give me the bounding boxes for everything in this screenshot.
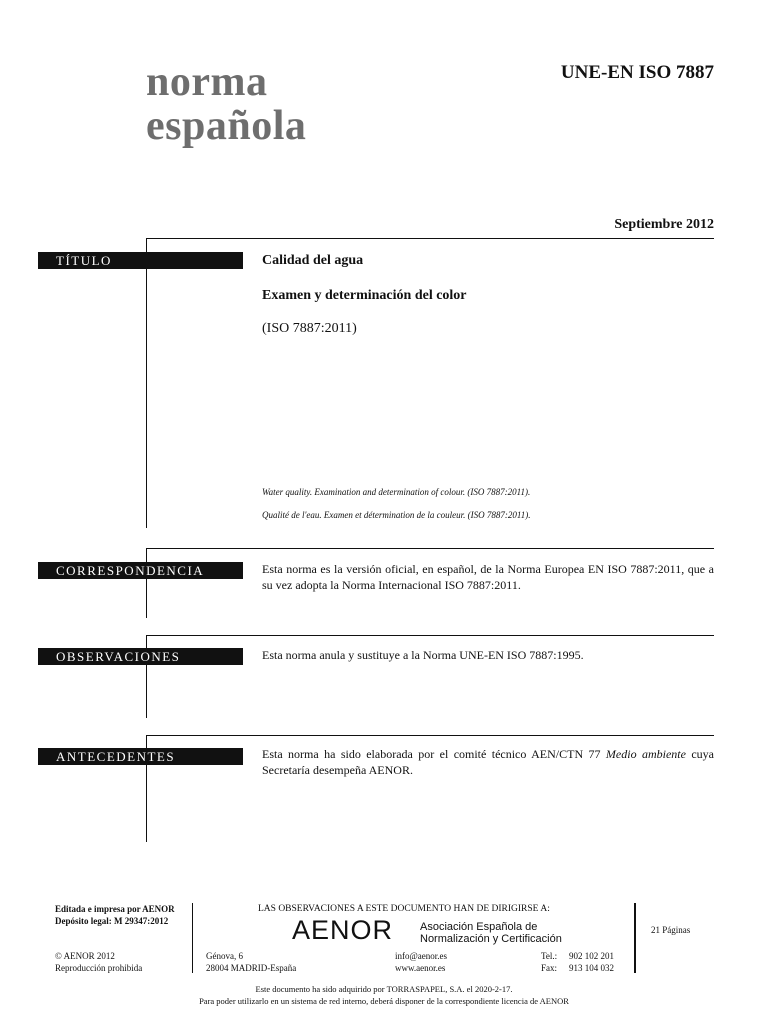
aenor-assoc-line-2: Normalización y Certificación <box>420 933 562 945</box>
footer-acquisition-note: Este documento ha sido adquirido por TORRASPAPEL, S.A. el 2020-2-17. <box>255 984 513 994</box>
footer-edited: Editada e impresa por AENOR <box>55 904 175 914</box>
footer <box>0 895 768 1024</box>
footer-reproduction: Reproducción prohibida <box>55 963 143 973</box>
footer-fax: 913 104 032 <box>569 963 614 973</box>
footer-tel-label: Tel.: <box>541 951 558 961</box>
title-section-vrule <box>146 238 147 528</box>
title-section-rule <box>146 238 714 239</box>
correspondencia-text: Esta norma es la versión oficial, en español, de la Norma Europea EN ISO 7887:2011, que a su vez adopta la Norma Internacional ISO 7887:2011. <box>262 562 714 592</box>
footer-email: info@aenor.es <box>395 951 448 961</box>
footer-license-note: Para poder utilizarlo en un sistema de red interno, deberá disponer de la correspondiente licencia de AENOR <box>199 996 569 1006</box>
footer-fax-label: Fax: <box>541 963 558 973</box>
footer-tel: 902 102 201 <box>569 951 614 961</box>
title-sub: Examen y determinación del color <box>262 288 467 303</box>
footer-web: www.aenor.es <box>395 963 446 973</box>
footer-deposit: Depósito legal: M 29347:2012 <box>55 916 169 926</box>
title-content <box>262 253 714 337</box>
aenor-association <box>420 921 562 945</box>
footer-obs-heading: LAS OBSERVACIONES A ESTE DOCUMENTO HAN DE DIRIGIRSE A: <box>258 904 550 914</box>
aenor-logo: AENOR <box>292 915 394 945</box>
label-observaciones: OBSERVACIONES <box>38 648 243 665</box>
antecedentes-committee: Medio ambiente <box>605 747 686 761</box>
aenor-assoc-line-1: Asociación Española de <box>420 921 538 933</box>
footer-address-1: Génova, 6 <box>206 951 243 961</box>
title-main: Calidad del agua <box>262 253 364 268</box>
title-french: Qualité de l'eau. Examen et détermination de la couleur. (ISO 7887:2011). <box>262 510 531 520</box>
brand-line-2: española <box>146 103 307 149</box>
brand-line-1: norma <box>146 59 268 105</box>
label-antecedentes: ANTECEDENTES <box>38 748 243 765</box>
title-iso-ref: (ISO 7887:2011) <box>262 321 357 336</box>
antecedentes-rule <box>146 735 714 736</box>
title-english: Water quality. Examination and determination of colour. (ISO 7887:2011). <box>262 487 531 497</box>
footer-divider-right <box>634 903 636 973</box>
correspondencia-vrule <box>146 548 147 618</box>
publication-date: Septiembre 2012 <box>614 217 714 232</box>
observaciones-rule <box>146 635 714 636</box>
correspondencia-rule <box>146 548 714 549</box>
label-correspondencia: CORRESPONDENCIA <box>38 562 243 579</box>
footer-divider-left <box>192 903 193 973</box>
antecedentes-text <box>262 746 714 778</box>
label-titulo: TÍTULO <box>38 252 243 269</box>
document-code: UNE-EN ISO 7887 <box>560 62 714 83</box>
antecedentes-text-b: cuya Secretaría desempeña AENOR. <box>262 747 714 777</box>
footer-address-2: 28004 MADRID-España <box>206 963 297 973</box>
observaciones-text: Esta norma anula y sustituye a la Norma UNE-EN ISO 7887:1995. <box>262 648 584 662</box>
antecedentes-text-a: Esta norma ha sido elaborada por el comité técnico AEN/CTN 77 <box>262 747 606 761</box>
footer-copyright: © AENOR 2012 <box>55 951 115 961</box>
brand-title <box>146 60 306 148</box>
footer-pages: 21 Páginas <box>651 925 691 935</box>
